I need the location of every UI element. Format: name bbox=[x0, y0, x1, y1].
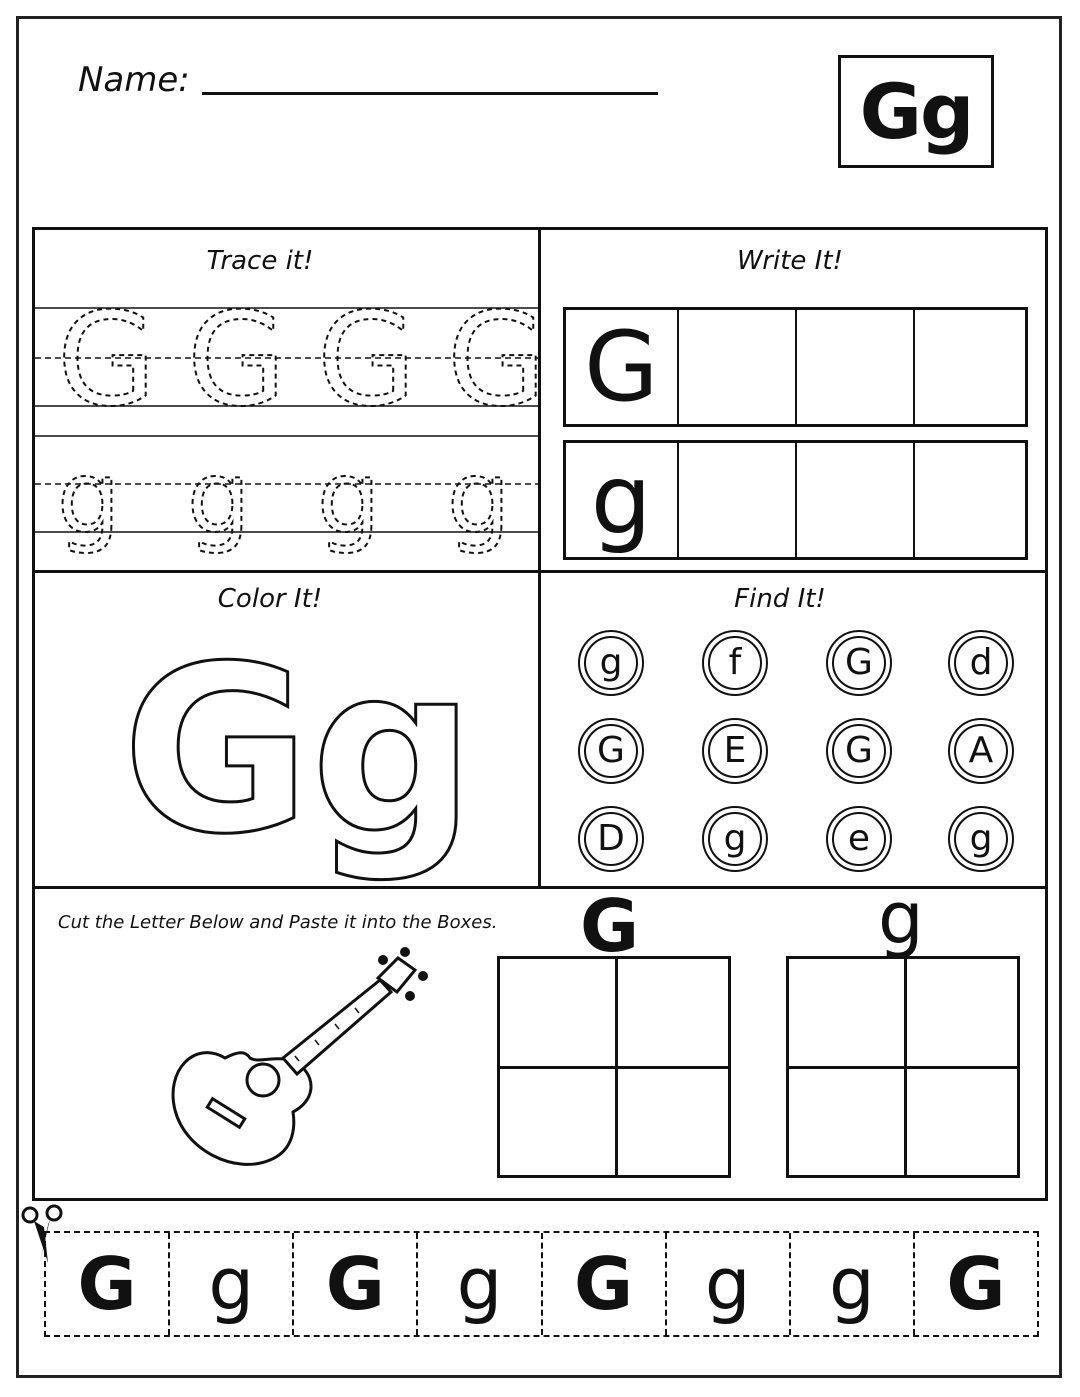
find-letter: D bbox=[584, 812, 638, 866]
trace-title: Trace it! bbox=[206, 246, 314, 276]
color-outline-letters[interactable] bbox=[110, 618, 476, 885]
find-letter-circle[interactable] bbox=[826, 718, 892, 784]
trace-letter[interactable]: g bbox=[447, 439, 511, 556]
find-letter: g bbox=[708, 812, 762, 866]
cut-letter-tile[interactable]: G bbox=[913, 1233, 1037, 1335]
write-model-upper: G bbox=[584, 311, 659, 423]
find-letter-circle[interactable] bbox=[578, 718, 644, 784]
trace-letter[interactable]: G bbox=[447, 286, 547, 435]
paste-label-upper: G bbox=[580, 884, 640, 968]
cut-letter-tile[interactable]: g bbox=[416, 1233, 540, 1335]
write-row-upper bbox=[563, 307, 1028, 427]
trace-area[interactable] bbox=[35, 286, 547, 570]
cut-letter-tile[interactable]: G bbox=[292, 1233, 416, 1335]
find-letter: G bbox=[832, 636, 886, 690]
cut-letter-tile[interactable]: g bbox=[168, 1233, 292, 1335]
find-letter: e bbox=[832, 812, 886, 866]
trace-letter[interactable]: G bbox=[187, 286, 287, 435]
find-letter-circle[interactable] bbox=[948, 806, 1014, 872]
cut-letter-tile[interactable]: G bbox=[77, 1242, 137, 1326]
find-letter-circle[interactable] bbox=[826, 806, 892, 872]
paste-grid-lower[interactable] bbox=[786, 956, 1020, 1178]
name-write-line[interactable] bbox=[202, 92, 658, 95]
find-letter-circle[interactable] bbox=[948, 718, 1014, 784]
cut-letter-tile[interactable]: G bbox=[541, 1233, 665, 1335]
write-row-lower bbox=[563, 440, 1028, 560]
trace-letter[interactable]: G bbox=[57, 286, 157, 435]
find-letter: A bbox=[954, 724, 1008, 778]
svg-text:Gg: Gg bbox=[122, 618, 476, 885]
find-letter: G bbox=[584, 724, 638, 778]
find-letter: g bbox=[954, 812, 1008, 866]
letter-title-box: Gg bbox=[838, 55, 994, 168]
cut-letter-tile[interactable]: g bbox=[789, 1233, 913, 1335]
trace-letter[interactable]: g bbox=[317, 439, 381, 556]
cut-instruction: Cut the Letter Below and Paste it into the Boxes. bbox=[58, 912, 498, 933]
find-letter: d bbox=[954, 636, 1008, 690]
write-model-lower: g bbox=[590, 444, 652, 556]
paste-grid-upper[interactable] bbox=[497, 956, 731, 1178]
write-box[interactable] bbox=[795, 310, 913, 424]
trace-letter[interactable]: g bbox=[187, 439, 251, 556]
find-letter-circle[interactable] bbox=[702, 806, 768, 872]
ukulele-icon bbox=[165, 940, 445, 1180]
find-letter-circle[interactable] bbox=[702, 718, 768, 784]
find-letter: E bbox=[708, 724, 762, 778]
cut-strip bbox=[44, 1231, 1039, 1337]
cut-letter-tile[interactable]: g bbox=[665, 1233, 789, 1335]
find-letter-circle[interactable] bbox=[826, 630, 892, 696]
write-title: Write It! bbox=[737, 246, 843, 276]
trace-letter[interactable]: G bbox=[317, 286, 417, 435]
trace-letter[interactable]: g bbox=[57, 439, 121, 556]
write-box[interactable] bbox=[677, 443, 795, 557]
find-letter-circle[interactable] bbox=[948, 630, 1014, 696]
name-label: Name: bbox=[78, 60, 190, 100]
grid-divider-horizontal-1 bbox=[33, 570, 1047, 573]
find-letter: g bbox=[584, 636, 638, 690]
write-box[interactable] bbox=[913, 310, 1025, 424]
find-letter-circle[interactable] bbox=[578, 630, 644, 696]
find-letter-circle[interactable] bbox=[578, 806, 644, 872]
write-box[interactable] bbox=[677, 310, 795, 424]
find-letter: f bbox=[708, 636, 762, 690]
find-letter: G bbox=[832, 724, 886, 778]
find-letter-circle[interactable] bbox=[702, 630, 768, 696]
find-title: Find It! bbox=[734, 584, 826, 614]
paste-label-lower: g bbox=[878, 876, 924, 960]
write-box[interactable] bbox=[913, 443, 1025, 557]
color-title: Color It! bbox=[217, 584, 323, 614]
write-box[interactable] bbox=[795, 443, 913, 557]
